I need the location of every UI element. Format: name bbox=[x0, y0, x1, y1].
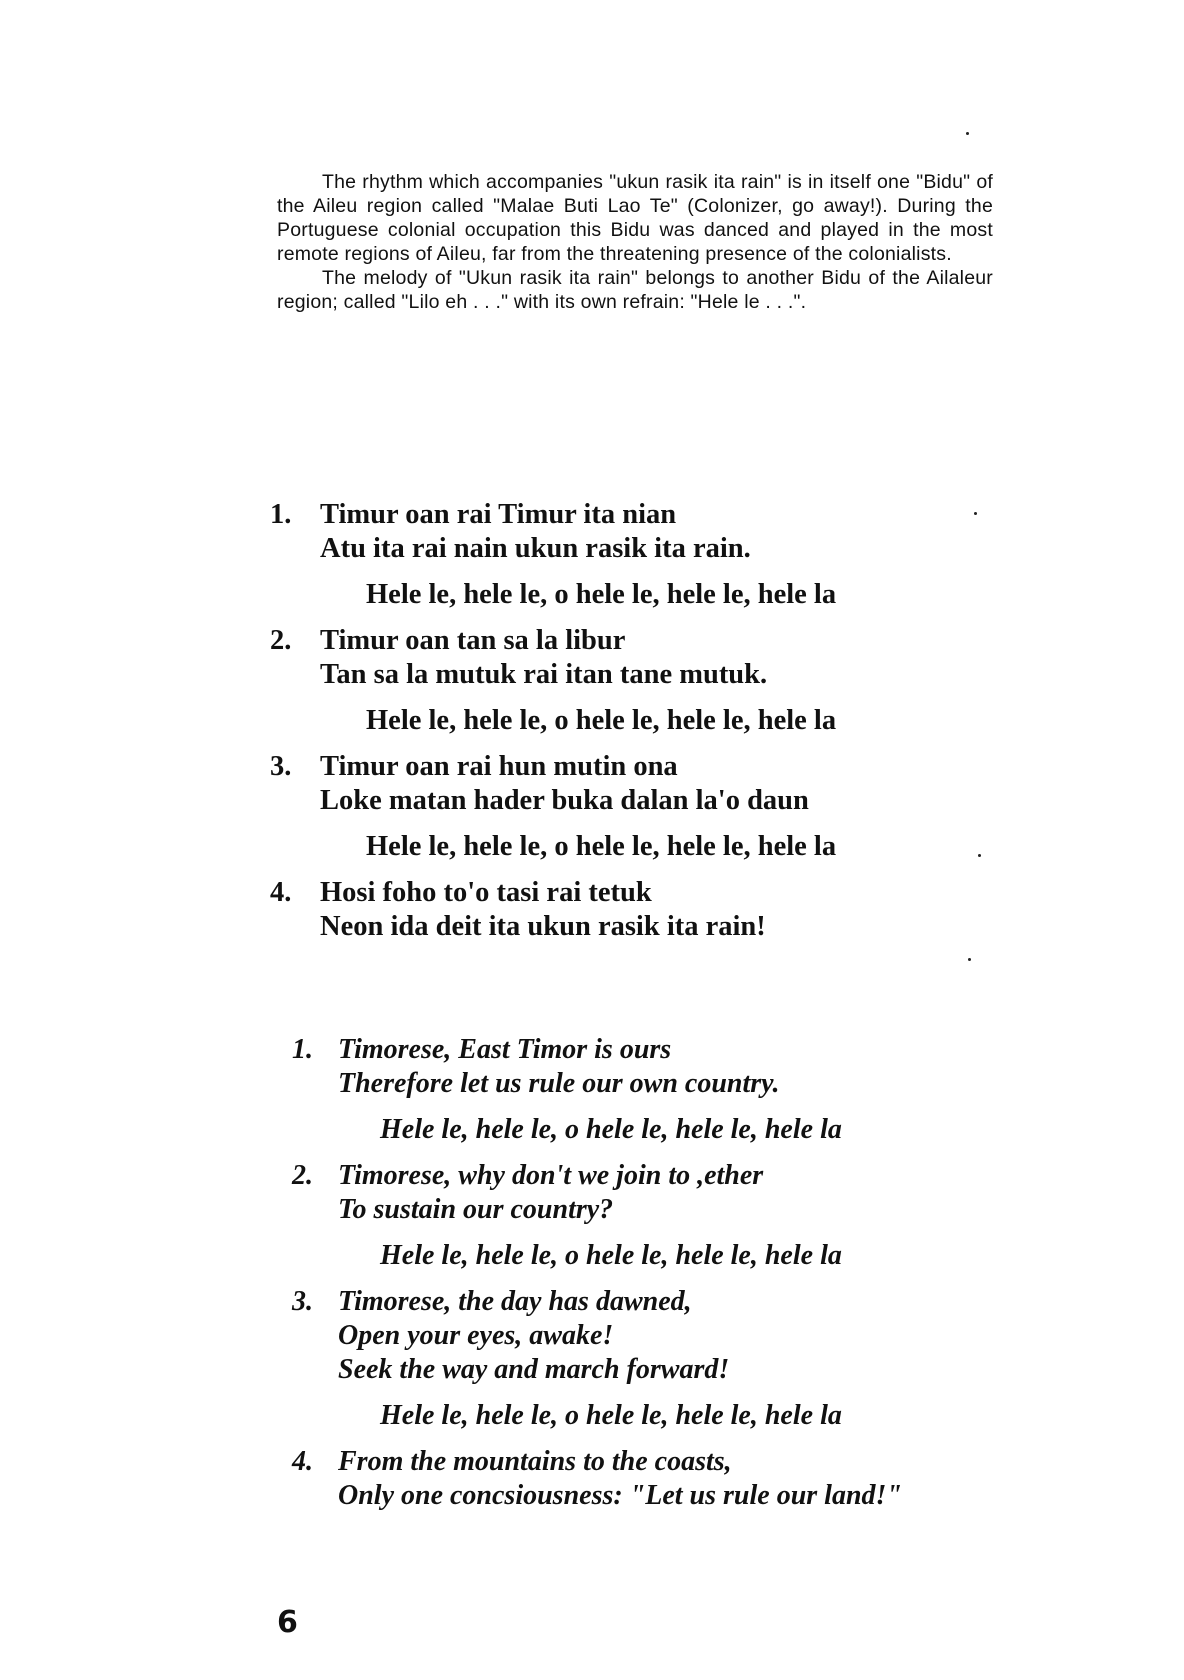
verse-line: To sustain our country? bbox=[338, 1194, 614, 1225]
english-song-lyrics bbox=[270, 1033, 1010, 1513]
intro-paragraph: The melody of "Ukun rasik ita rain" belongs to another Bidu of the Ailaleur region; called "Lilo eh . . ." with its own refrain: "Hele le . . .". bbox=[277, 267, 993, 313]
tetun-song-lyrics bbox=[270, 498, 1010, 944]
refrain-line: Hele le, hele le, o hele le, hele le, hele la bbox=[380, 1240, 842, 1271]
english-verse-1 bbox=[270, 1033, 1010, 1147]
refrain-line: Hele le, hele le, o hele le, hele le, hele la bbox=[366, 579, 837, 610]
scan-speck bbox=[968, 958, 971, 961]
verse-line: Loke matan hader buka dalan la'o daun bbox=[320, 785, 809, 816]
verse-line: Timur oan rai hun mutin ona bbox=[320, 751, 678, 782]
english-verse-4 bbox=[270, 1445, 1010, 1513]
verse-line: Atu ita rai nain ukun rasik ita rain. bbox=[320, 533, 751, 564]
refrain-line: Hele le, hele le, o hele le, hele le, hele la bbox=[366, 705, 837, 736]
page-number: 6 bbox=[277, 1605, 299, 1640]
english-verse-2 bbox=[270, 1159, 1010, 1273]
verse-line: Open your eyes, awake! bbox=[338, 1320, 614, 1351]
english-verse-3 bbox=[270, 1285, 1010, 1433]
tetun-verse-4 bbox=[270, 876, 1010, 944]
intro-paragraph: The rhythm which accompanies "ukun rasik ita rain" is in itself one "Bidu" of the Aileu region called "Malae Buti Lao Te" (Colonizer, go away!). During the Portuguese colonial occupation this Bidu was danced and played in the most remote regions of Aileu, far from the threatening presence of the colonialists. bbox=[277, 171, 993, 265]
verse-line: Timorese, the day has dawned, bbox=[338, 1286, 692, 1317]
verse-number: 2. bbox=[270, 625, 292, 656]
refrain-line: Hele le, hele le, o hele le, hele le, hele la bbox=[380, 1400, 842, 1431]
tetun-verse-1 bbox=[270, 498, 1010, 612]
intro-text bbox=[277, 170, 993, 314]
verse-line: Timur oan tan sa la libur bbox=[320, 625, 626, 656]
refrain-line: Hele le, hele le, o hele le, hele le, hele la bbox=[380, 1114, 842, 1145]
refrain-line: Hele le, hele le, o hele le, hele le, hele la bbox=[366, 831, 837, 862]
verse-number: 3. bbox=[270, 751, 292, 782]
verse-number: 1. bbox=[270, 499, 292, 530]
verse-line: Seek the way and march forward! bbox=[338, 1354, 730, 1385]
verse-number: 2. bbox=[292, 1160, 313, 1191]
tetun-verse-3 bbox=[270, 750, 1010, 864]
verse-number: 4. bbox=[292, 1446, 313, 1477]
verse-line: Hosi foho to'o tasi rai tetuk bbox=[320, 877, 652, 908]
verse-line: Only one concsiousness: "Let us rule our land!" bbox=[338, 1480, 902, 1511]
verse-number: 1. bbox=[292, 1034, 313, 1065]
tetun-verse-2 bbox=[270, 624, 1010, 738]
verse-line: From the mountains to the coasts, bbox=[338, 1446, 732, 1477]
verse-line: Therefore let us rule our own country. bbox=[338, 1068, 780, 1099]
verse-line: Timorese, why don't we join to ,ether bbox=[338, 1160, 764, 1191]
verse-line: Timorese, East Timor is ours bbox=[338, 1034, 672, 1065]
verse-line: Tan sa la mutuk rai itan tane mutuk. bbox=[320, 659, 768, 690]
verse-number: 4. bbox=[270, 877, 292, 908]
verse-number: 3. bbox=[292, 1286, 313, 1317]
verse-line: Timur oan rai Timur ita nian bbox=[320, 499, 677, 530]
scan-speck bbox=[966, 132, 969, 135]
verse-line: Neon ida deit ita ukun rasik ita rain! bbox=[320, 911, 766, 942]
